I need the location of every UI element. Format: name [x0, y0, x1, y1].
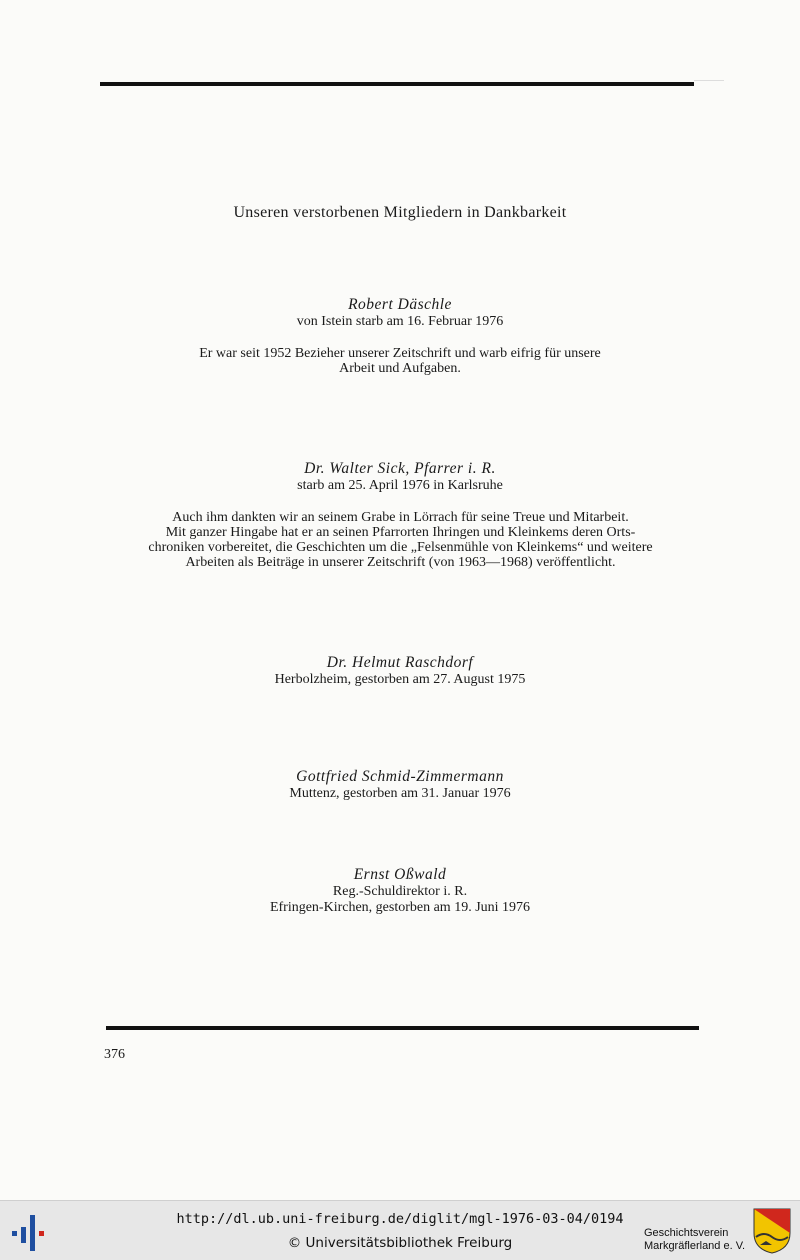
- obituary-entry-3: [100, 654, 700, 688]
- org-line-1: Geschichtsverein: [644, 1227, 729, 1239]
- paragraph-line: Mit ganzer Hingabe hat er an seinen Pfarrorten Ihringen und Kleinkems deren Orts-: [165, 525, 636, 540]
- obituary-entry-1: [100, 296, 700, 330]
- top-rule: [100, 82, 694, 86]
- entry-line: von Istein starb am 16. Februar 1976: [296, 314, 504, 329]
- paragraph-line: chroniken vorbereitet, die Geschichten um die „Felsenmühle von Kleinkems“ und weitere: [148, 540, 653, 555]
- org-line-2: Markgräflerland e. V.: [644, 1240, 746, 1252]
- bottom-rule: [106, 1026, 699, 1030]
- viewer-footer: [0, 1200, 800, 1260]
- paragraph-line: Er war seit 1952 Bezieher unserer Zeitschrift und warb eifrig für unsere: [199, 346, 601, 361]
- paragraph-line: Arbeit und Aufgaben.: [339, 361, 461, 376]
- source-url[interactable]: http://dl.ub.uni-freiburg.de/diglit/mgl-1976-03-04/0194: [176, 1211, 624, 1227]
- entry-name: Ernst Oßwald: [353, 866, 447, 883]
- paragraph-line: Arbeiten als Beiträge in unserer Zeitschrift (von 1963—1968) veröffentlicht.: [185, 555, 616, 570]
- page-heading: Unseren verstorbenen Mitgliedern in Dankbarkeit: [233, 204, 567, 221]
- entry-line: starb am 25. April 1976 in Karlsruhe: [297, 478, 503, 493]
- entry-name: Dr. Walter Sick, Pfarrer i. R.: [304, 460, 496, 477]
- paragraph-line: Auch ihm dankten wir an seinem Grabe in Lörrach für seine Treue und Mitarbeit.: [172, 510, 629, 525]
- entry-line: Muttenz, gestorben am 31. Januar 1976: [289, 786, 511, 801]
- obituary-entry-4: [100, 768, 700, 802]
- obituary-entry-5: [100, 866, 700, 916]
- top-rule-shadow: [694, 80, 724, 81]
- entry-line: Herbolzheim, gestorben am 27. August 1975: [274, 672, 526, 687]
- copyright-text: © Universitätsbibliothek Freiburg: [287, 1235, 513, 1251]
- entry-name: Gottfried Schmid-Zimmermann: [296, 768, 504, 785]
- entry-line: Reg.-Schuldirektor i. R.: [332, 884, 468, 899]
- entry-name: Robert Däschle: [348, 296, 452, 313]
- entry-1-paragraph: [100, 346, 700, 376]
- entry-2-paragraph: [133, 510, 668, 570]
- entry-line: Efringen-Kirchen, gestorben am 19. Juni 1976: [269, 900, 531, 915]
- coat-of-arms-icon: [752, 1207, 792, 1255]
- ub-freiburg-logo-icon[interactable]: [10, 1213, 50, 1253]
- page-number: 376: [104, 1047, 125, 1062]
- obituary-entry-2: [100, 460, 700, 494]
- entry-name: Dr. Helmut Raschdorf: [326, 654, 474, 671]
- organization-name: [644, 1227, 745, 1253]
